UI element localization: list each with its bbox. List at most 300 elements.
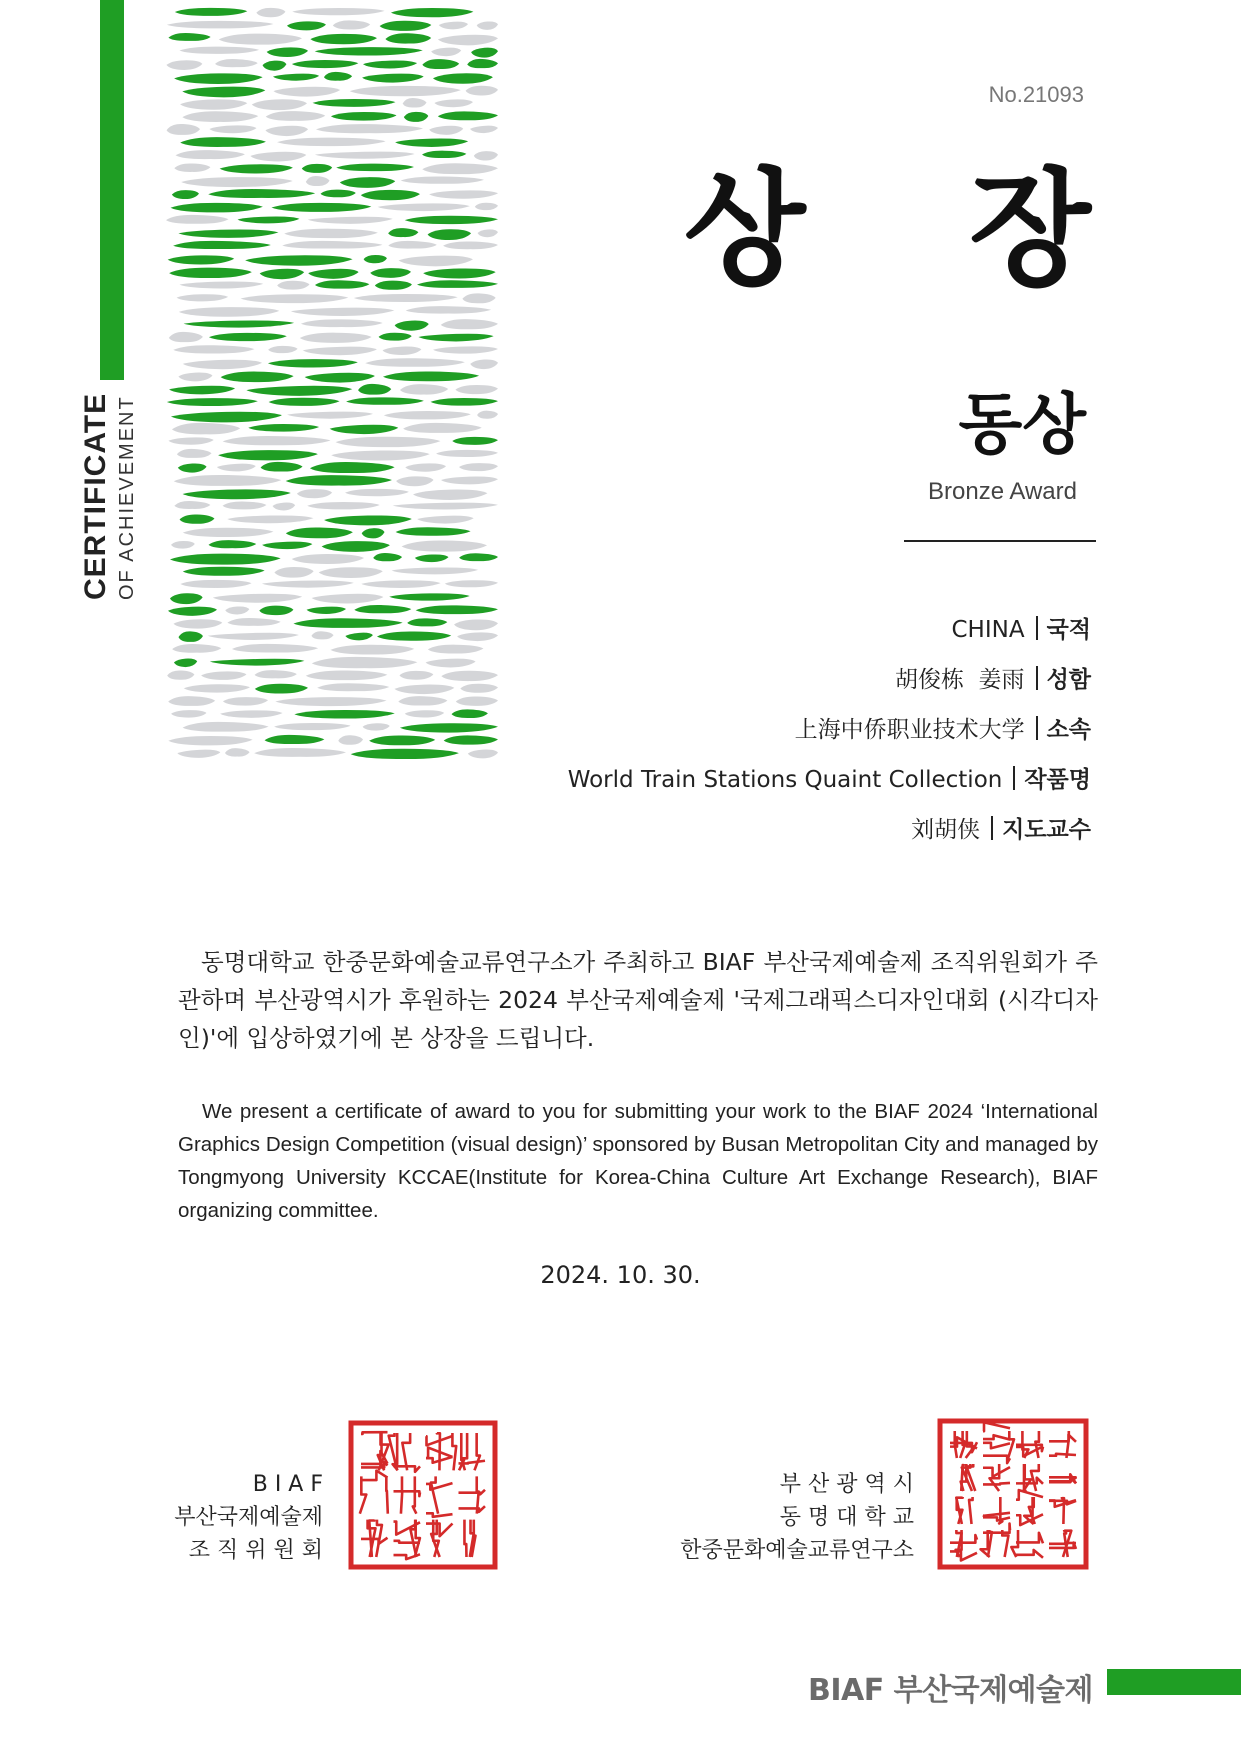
brush-stroke	[400, 384, 448, 394]
brush-stroke	[422, 59, 459, 69]
brush-stroke	[301, 319, 383, 327]
brush-stroke	[209, 125, 256, 133]
brush-stroke	[166, 60, 202, 70]
brush-stroke	[227, 515, 313, 523]
brush-stroke	[297, 489, 332, 498]
brush-stroke	[346, 397, 424, 404]
seal-glyph	[1011, 1530, 1043, 1558]
brush-stroke	[238, 216, 300, 223]
seal-glyph	[394, 1476, 421, 1513]
seal-glyph	[950, 1530, 977, 1560]
brush-stroke	[433, 73, 493, 83]
seal-glyph	[1049, 1431, 1076, 1458]
brush-stroke	[470, 359, 498, 369]
brush-stroke	[287, 412, 373, 419]
brush-stroke	[232, 644, 318, 653]
brush-stroke	[170, 593, 203, 604]
brush-stroke	[340, 177, 395, 188]
brush-stroke	[404, 112, 428, 122]
info-key: 작품명	[1024, 767, 1091, 793]
brush-stroke	[315, 152, 415, 159]
brush-stroke	[321, 190, 356, 198]
issuer-line: 부산국제예술제	[174, 1505, 323, 1530]
brush-stroke	[277, 281, 309, 290]
brush-stroke	[455, 385, 498, 394]
brush-stroke	[307, 502, 379, 509]
brush-stroke	[454, 619, 498, 630]
brush-stroke	[266, 111, 326, 121]
brush-stroke	[443, 241, 498, 249]
brush-stroke	[310, 462, 395, 473]
brush-stroke	[225, 748, 250, 756]
brush-stroke	[178, 229, 278, 237]
brush-stroke	[182, 111, 258, 122]
info-key: 소속	[1046, 717, 1091, 743]
brush-stroke	[183, 722, 269, 732]
brush-stroke	[223, 436, 331, 445]
brush-stroke	[252, 99, 307, 110]
brush-stroke	[405, 463, 446, 471]
seal-glyph	[426, 1520, 453, 1557]
brush-stroke	[462, 293, 495, 303]
brush-stroke	[171, 412, 282, 423]
brush-stroke	[292, 60, 358, 68]
brush-stroke	[287, 21, 326, 30]
brush-stroke	[417, 280, 498, 288]
brush-stroke	[416, 605, 498, 614]
brush-stroke	[324, 515, 412, 525]
brush-stroke	[358, 384, 391, 395]
brush-stroke	[330, 425, 399, 434]
brush-stroke	[292, 554, 364, 564]
brush-stroke	[467, 59, 498, 68]
seal-glyph	[426, 1476, 453, 1516]
brush-stroke	[179, 281, 263, 288]
brush-stroke	[177, 750, 220, 758]
brush-stroke	[256, 8, 285, 17]
brush-stroke	[399, 256, 473, 267]
brush-stroke	[209, 540, 257, 548]
brush-stroke	[319, 567, 383, 578]
brush-stroke	[167, 21, 274, 29]
seal-glyph	[1049, 1497, 1076, 1524]
brush-stroke	[452, 709, 488, 718]
brush-stroke	[393, 503, 498, 510]
issuer-biaf-committee	[174, 1468, 323, 1567]
brush-stroke	[434, 99, 473, 107]
issuer-line: 부 산 광 역 시	[779, 1472, 914, 1497]
brush-stroke	[338, 735, 363, 745]
of-achievement-label: OF ACHIEVEMENT	[116, 395, 138, 600]
brush-stroke	[336, 437, 441, 447]
brush-stroke	[182, 87, 265, 98]
seal-glyph	[961, 1464, 976, 1491]
brush-stroke	[273, 503, 296, 511]
brush-stroke	[217, 464, 256, 472]
info-row-advisor	[568, 812, 1091, 862]
separator	[1036, 716, 1038, 740]
info-key: 지도교수	[1002, 817, 1091, 843]
issuer-line: 조 직 위 원 회	[188, 1538, 323, 1563]
brush-stroke	[177, 294, 229, 301]
brush-stroke	[286, 475, 392, 485]
brush-stroke	[168, 696, 215, 706]
brush-stroke	[255, 684, 308, 694]
brush-stroke	[428, 645, 484, 654]
brush-stroke	[169, 332, 203, 342]
brush-stroke	[254, 748, 346, 757]
brush-stroke	[310, 34, 377, 44]
seal-stamp-left	[348, 1420, 498, 1570]
info-value: 胡俊栋 姜雨	[894, 667, 1025, 693]
seal-stamp-right	[937, 1418, 1089, 1570]
info-row-work-title	[568, 762, 1091, 812]
brush-stroke	[178, 373, 212, 382]
brush-stroke	[456, 696, 498, 705]
brush-stroke	[379, 333, 412, 341]
brush-stroke	[405, 216, 498, 224]
issuer-line: B I A F	[252, 1472, 323, 1497]
brush-stroke	[311, 631, 333, 639]
brush-stroke	[459, 553, 498, 561]
brush-stroke	[407, 618, 447, 626]
brush-stroke	[384, 411, 471, 419]
brush-stroke	[433, 346, 498, 353]
seal-glyph	[361, 1432, 389, 1470]
brush-stroke	[294, 710, 394, 718]
seal-glyph	[1049, 1530, 1076, 1557]
brush-stroke	[184, 684, 250, 692]
body-text-english: We present a certificate of award to you for submitting your work to the BIAF 2024 ‘International Graphics Design Competition (visual design)’ sponsored by Busan Metropolitan City and managed by Tongmyong University KCCAE(Institute for Korea-China Culture Art Exchange Research), BIAF organizing committee.	[178, 1100, 1098, 1222]
brush-stroke	[274, 567, 313, 578]
brush-stroke	[275, 697, 386, 706]
brush-stroke	[345, 489, 409, 496]
brush-stroke	[365, 358, 465, 367]
brush-stroke	[305, 373, 375, 383]
brush-stroke	[241, 294, 349, 303]
brush-stroke	[284, 229, 378, 239]
brush-stroke	[174, 619, 223, 628]
brush-stroke	[396, 527, 471, 535]
seal-glyph	[361, 1520, 388, 1557]
info-key: 성함	[1046, 667, 1091, 693]
brush-stroke	[269, 398, 340, 406]
brush-stroke	[170, 554, 281, 565]
brush-stroke	[292, 8, 384, 15]
brush-stroke	[391, 8, 473, 17]
brush-stroke	[351, 749, 459, 759]
brush-stroke	[167, 398, 258, 406]
brush-stroke	[460, 684, 498, 693]
brush-stroke	[363, 60, 417, 68]
brush-stroke	[436, 450, 498, 457]
separator	[991, 816, 993, 840]
info-value: 刘胡侠	[911, 817, 981, 843]
brush-stroke	[277, 138, 386, 146]
award-name-korean: 동상	[958, 386, 1086, 463]
brush-stroke	[174, 501, 210, 509]
brush-stroke	[369, 736, 435, 746]
brush-stroke	[274, 723, 350, 730]
seal-glyph	[459, 1433, 486, 1470]
brush-stroke	[245, 255, 352, 265]
brush-stroke	[477, 411, 498, 419]
brush-stroke	[324, 72, 352, 81]
brush-stroke	[306, 670, 388, 680]
brush-stroke	[362, 528, 385, 538]
brush-stroke	[183, 360, 262, 370]
seal-glyph	[983, 1422, 1014, 1463]
brush-stroke	[315, 280, 369, 288]
brush-stroke	[388, 228, 418, 237]
brush-stroke	[248, 424, 319, 432]
seal-glyph	[360, 1471, 388, 1514]
seal-glyph	[459, 1476, 486, 1513]
separator	[1036, 616, 1038, 640]
brush-stroke	[315, 47, 423, 55]
issuer-line: 동 명 대 학 교	[779, 1505, 914, 1530]
brush-stroke	[255, 670, 297, 678]
brush-stroke	[312, 657, 418, 668]
seal-glyph	[426, 1433, 456, 1470]
brush-stroke	[173, 345, 254, 353]
brush-stroke	[201, 671, 246, 680]
brush-stroke	[259, 606, 293, 615]
brush-stroke	[445, 580, 498, 587]
brush-stroke	[215, 59, 258, 67]
brush-stroke	[180, 99, 247, 109]
brush-stroke	[383, 347, 422, 356]
brush-stroke	[302, 164, 332, 173]
brush-stroke	[169, 268, 252, 278]
brush-stroke	[273, 74, 319, 81]
brush-stroke	[166, 215, 229, 224]
info-value: World Train Stations Quaint Collection	[567, 767, 1003, 793]
award-name-english: Bronze Award	[928, 478, 1077, 505]
info-row-affiliation	[568, 712, 1091, 762]
brush-stroke	[389, 593, 469, 600]
brush-stroke	[263, 61, 287, 71]
brush-stroke	[354, 294, 458, 302]
brush-stroke	[174, 73, 262, 84]
brush-stroke	[405, 710, 444, 717]
brush-stroke	[396, 476, 433, 486]
brush-stroke	[474, 151, 498, 160]
brush-stroke	[168, 33, 210, 41]
brush-stroke	[180, 514, 215, 523]
seal-glyph	[1049, 1474, 1076, 1483]
brush-stroke	[361, 580, 440, 588]
brush-stroke	[388, 241, 437, 249]
brush-stroke	[398, 696, 447, 705]
brush-stroke	[380, 21, 432, 31]
brush-stroke	[399, 671, 433, 680]
seal-glyph	[389, 1433, 420, 1472]
brush-stroke	[428, 229, 471, 240]
info-key: 국적	[1046, 617, 1091, 643]
brush-stroke	[169, 386, 235, 395]
brush-stroke	[180, 580, 251, 588]
brush-stroke	[345, 633, 373, 641]
brush-stroke	[219, 34, 302, 45]
brush-stroke	[183, 567, 265, 576]
brush-stroke	[373, 553, 402, 561]
brush-stroke	[174, 658, 197, 667]
brush-stroke	[422, 163, 498, 174]
seal-glyph	[464, 1520, 475, 1557]
brush-stroke	[316, 124, 423, 133]
brush-stroke	[262, 542, 312, 550]
brush-stroke	[413, 490, 487, 500]
brush-stroke	[246, 386, 352, 396]
brush-stroke	[370, 268, 411, 278]
issuer-line: 한중문화예술교류연구소	[680, 1538, 914, 1563]
brush-stroke	[223, 697, 268, 706]
brush-stroke	[312, 594, 384, 604]
certificate-label: CERTIFICATE	[79, 392, 112, 600]
brush-stroke	[317, 683, 389, 691]
brush-stroke	[452, 437, 498, 445]
brush-stroke	[354, 605, 411, 613]
brush-stroke	[350, 86, 461, 96]
brush-stroke	[478, 229, 498, 237]
brush-stroke	[400, 723, 498, 732]
brush-stroke	[261, 462, 303, 472]
brush-stroke	[175, 150, 244, 159]
brush-stroke	[172, 423, 240, 434]
brush-stroke	[168, 255, 235, 264]
brush-stroke	[167, 124, 200, 135]
brush-stroke	[441, 319, 498, 329]
brush-stroke	[322, 541, 390, 552]
brush-stroke	[429, 126, 463, 135]
brush-stroke	[179, 307, 279, 317]
brush-stroke	[429, 190, 498, 198]
brush-stroke	[392, 567, 479, 574]
brush-stroke	[183, 489, 291, 499]
brush-stroke	[168, 736, 252, 745]
brush-stroke	[168, 607, 217, 616]
seal-glyph	[394, 1520, 421, 1560]
info-row-name	[568, 662, 1091, 712]
brush-stroke	[378, 203, 470, 211]
brush-stroke	[395, 321, 429, 331]
brush-stroke	[282, 241, 382, 249]
brush-stroke	[361, 190, 420, 200]
brush-stroke	[220, 164, 293, 173]
info-value: 上海中侨职业技术大学	[794, 717, 1025, 743]
brush-stroke	[426, 659, 476, 668]
brush-stroke	[331, 112, 397, 121]
brush-stroke	[273, 87, 340, 97]
body-text-korean: 동명대학교 한중문화예술교류연구소가 주최하고 BIAF 부산국제예술제 조직위원회가 주관하며 부산광역시가 후원하는 2024 부산국제예술제 '국제그래픽스디자인대회 (시각디자인)'에 입상하였기에 본 상장을 드립니다.	[178, 948, 1098, 1052]
brush-stroke	[307, 607, 346, 614]
brush-stroke	[171, 541, 195, 549]
brush-stroke	[291, 308, 395, 316]
brush-stroke	[171, 203, 263, 213]
brush-stroke	[423, 268, 496, 278]
brush-stroke	[180, 137, 266, 147]
brush-stroke	[227, 618, 280, 626]
accent-green-bar	[100, 0, 124, 380]
brush-stroke	[223, 502, 267, 510]
brush-stroke	[175, 8, 247, 16]
brush-stroke	[265, 735, 325, 744]
brush-stroke	[173, 241, 271, 249]
brush-stroke	[363, 723, 390, 730]
separator	[1036, 666, 1038, 690]
brush-stroke	[402, 540, 487, 551]
certificate-number: No.21093	[988, 82, 1084, 107]
brush-stroke	[385, 33, 431, 43]
brush-stroke	[208, 189, 315, 198]
brush-stroke	[225, 606, 249, 614]
brush-stroke	[208, 633, 299, 640]
brush-stroke	[466, 86, 498, 96]
brush-stroke	[418, 334, 493, 342]
brush-stroke	[221, 372, 294, 383]
brush-stroke	[441, 671, 498, 681]
brush-stroke	[475, 203, 498, 210]
brush-stroke	[268, 346, 297, 353]
brush-stroke	[470, 126, 498, 133]
seal-glyph	[1016, 1464, 1043, 1491]
brush-stroke	[444, 735, 498, 744]
brush-stroke	[364, 255, 387, 263]
brush-stroke	[336, 164, 414, 172]
brush-stroke	[415, 554, 449, 562]
brush-stroke	[395, 139, 468, 147]
brush-stroke	[431, 398, 498, 406]
brush-stroke	[457, 632, 498, 641]
brush-stroke	[401, 176, 484, 183]
seal-glyph	[956, 1497, 972, 1524]
brush-stroke	[174, 475, 282, 486]
brush-stroke	[265, 126, 308, 136]
brush-stroke	[417, 516, 474, 524]
brush-stroke	[172, 190, 199, 199]
brush-stroke	[406, 306, 492, 314]
brush-stroke	[293, 618, 402, 628]
brush-stroke	[331, 450, 430, 460]
brush-stroke	[375, 281, 412, 290]
brush-stroke	[178, 463, 207, 472]
footer-brand: BIAF 부산국제예술제	[807, 1673, 1093, 1708]
award-divider	[904, 540, 1096, 542]
brush-stroke	[459, 463, 498, 471]
info-value: CHINA	[951, 617, 1025, 643]
brush-stroke	[172, 644, 221, 653]
recipient-info	[568, 612, 1091, 862]
brush-stroke	[181, 177, 293, 187]
brush-stroke	[438, 35, 498, 46]
brush-stroke	[313, 99, 396, 107]
brush-stroke	[300, 333, 372, 343]
seal-glyph	[981, 1524, 1010, 1557]
certificate-title: 상 장	[683, 156, 1151, 303]
brush-stroke	[308, 217, 393, 224]
brush-stroke	[177, 449, 212, 458]
brush-stroke	[167, 670, 194, 679]
issuer-busan-tongmyong	[680, 1468, 914, 1567]
brush-stroke	[271, 203, 371, 212]
brush-stroke	[218, 450, 318, 460]
brush-stroke	[403, 98, 427, 108]
brush-stroke	[183, 528, 274, 537]
brush-stroke	[220, 710, 282, 718]
brush-stroke	[286, 527, 353, 538]
brush-stroke	[477, 21, 498, 29]
